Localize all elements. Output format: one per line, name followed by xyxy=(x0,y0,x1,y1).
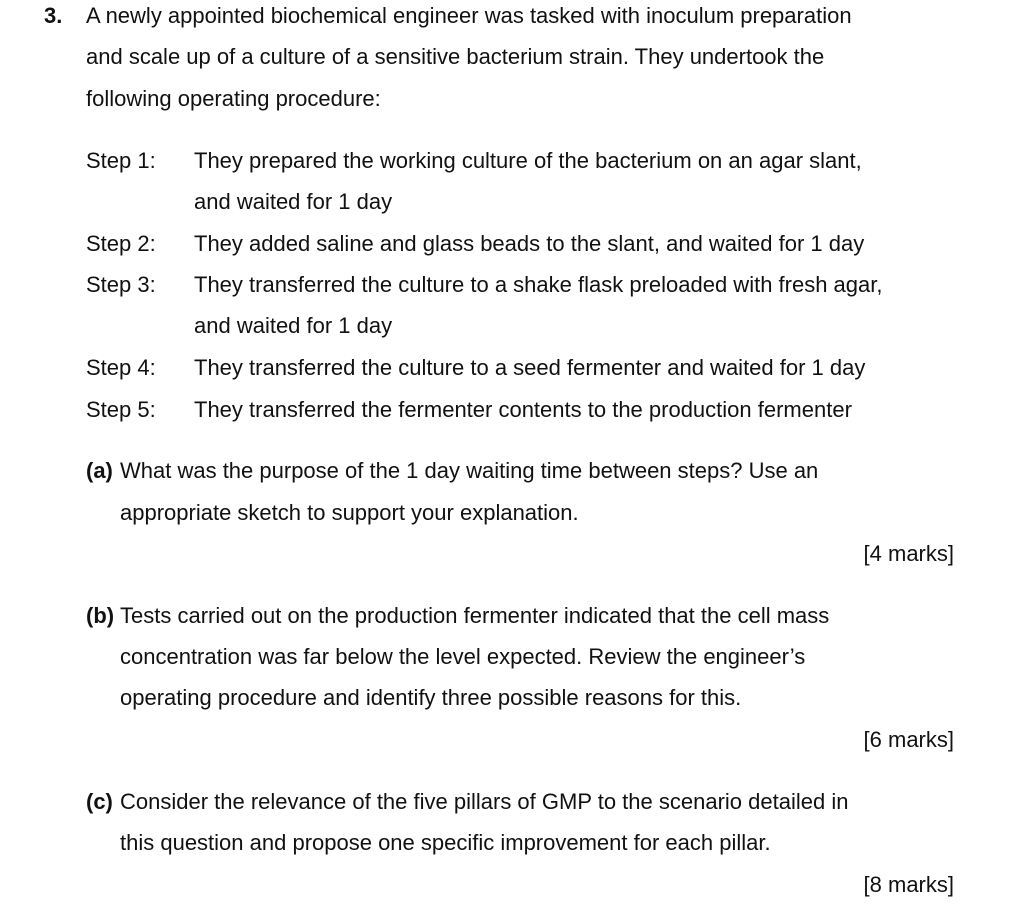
part-a-label: (a) xyxy=(86,458,113,483)
question-stem-line-1: A newly appointed biochemical engineer was tasked with inoculum preparation xyxy=(86,3,852,28)
step-1-label: Step 1: xyxy=(86,148,156,173)
question-stem-line-3: following operating procedure: xyxy=(86,86,381,111)
part-c-text-line-2: this question and propose one specific improvement for each pillar. xyxy=(120,830,771,855)
part-a-marks: [4 marks] xyxy=(863,541,954,566)
step-3-text-line-2: and waited for 1 day xyxy=(194,313,393,338)
step-2-label: Step 2: xyxy=(86,231,156,256)
part-c-text-line-1: Consider the relevance of the five pillars of GMP to the scenario detailed in xyxy=(120,789,849,814)
step-5-text-line-1: They transferred the fermenter contents to the production fermenter xyxy=(194,397,852,422)
step-1-text-line-1: They prepared the working culture of the bacterium on an agar slant, xyxy=(194,148,862,173)
part-c-label: (c) xyxy=(86,789,113,814)
part-a-text-line-2: appropriate sketch to support your explanation. xyxy=(120,500,579,525)
part-b-marks: [6 marks] xyxy=(863,727,954,752)
step-1-text-line-2: and waited for 1 day xyxy=(194,189,393,214)
part-b-label: (b) xyxy=(86,603,115,628)
part-b-text-line-1: Tests carried out on the production fermenter indicated that the cell mass xyxy=(120,603,830,628)
step-3-label: Step 3: xyxy=(86,272,156,297)
step-4-text-line-1: They transferred the culture to a seed fermenter and waited for 1 day xyxy=(194,355,866,380)
part-a-text-line-1: What was the purpose of the 1 day waiting time between steps? Use an xyxy=(120,458,819,483)
step-2-text-line-1: They added saline and glass beads to the slant, and waited for 1 day xyxy=(194,231,865,256)
part-b-text-line-2: concentration was far below the level expected. Review the engineer’s xyxy=(120,644,806,669)
step-5-label: Step 5: xyxy=(86,397,156,422)
part-c-marks: [8 marks] xyxy=(863,872,954,897)
part-b-text-line-3: operating procedure and identify three possible reasons for this. xyxy=(120,685,742,710)
question-number: 3. xyxy=(44,3,63,28)
question-stem-line-2: and scale up of a culture of a sensitive bacterium strain. They undertook the xyxy=(86,44,825,69)
step-3-text-line-1: They transferred the culture to a shake flask preloaded with fresh agar, xyxy=(194,272,883,297)
step-4-label: Step 4: xyxy=(86,355,156,380)
